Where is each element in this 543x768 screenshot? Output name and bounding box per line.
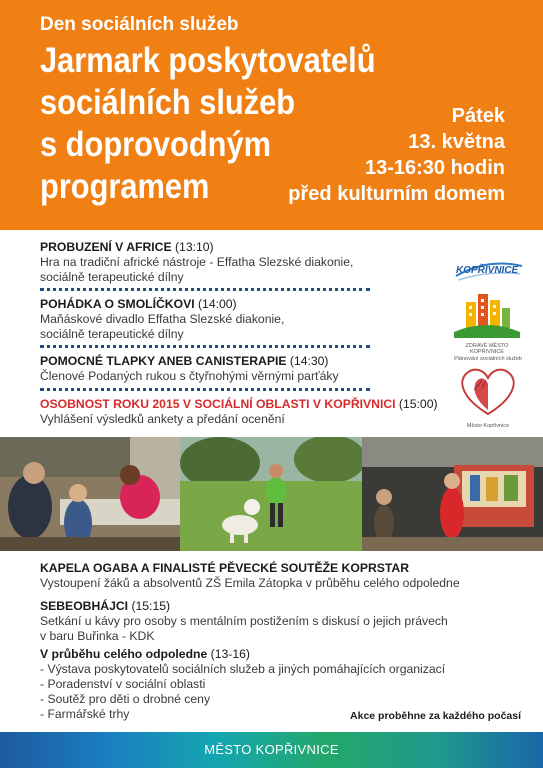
zdrave-mesto-text: ZDRAVÉ MĚSTO KOPŘIVNICE: [465, 343, 509, 355]
self-advocates-section: [40, 599, 510, 644]
program-line: Členové Podaných rukou s čtyřnohými věrnými parťáky: [40, 369, 339, 383]
program-item-africa: [40, 240, 460, 285]
zdrave-mesto-buildings-icon: [452, 292, 522, 338]
date-line: 13-16:30 hodin: [364, 157, 505, 179]
program-item-smolicek: [40, 297, 460, 342]
program-title: [40, 354, 460, 369]
afternoon-item: - Výstava poskytovatelů sociálních služeb a jiných pomáhajících organizací: [40, 662, 446, 676]
program-title-text: OSOBNOST ROKU 2015 V SOCIÁLNÍ OBLASTI V KOPŘIVNICI: [40, 397, 396, 411]
program-title-text: PROBUZENÍ V AFRICE: [40, 240, 172, 254]
program-title: [40, 397, 480, 412]
header-banner: [0, 0, 543, 230]
date-line: Pátek: [451, 105, 505, 127]
photo-fair-stand: [0, 437, 180, 551]
weather-note: Akce proběhne za každého počasí: [350, 710, 521, 722]
program-line: sociálně terapeutické dílny: [40, 270, 184, 284]
footer-label: MĚSTO KOPŘIVNICE: [204, 742, 339, 757]
program-time: (13:10): [174, 240, 214, 254]
afternoon-item: - Poradenství v sociální oblasti: [40, 677, 206, 691]
program-line: sociálně terapeutické dílny: [40, 327, 184, 341]
band-title: KAPELA OGABA A FINALISTÉ PĚVECKÉ SOUTĚŽE KOPRSTAR: [40, 561, 410, 575]
title-line: Jarmark poskytovatelů: [40, 41, 376, 80]
afternoon-item: - Farmářské trhy: [40, 707, 130, 721]
planovani-logo-bottom: Město Kopřivnice: [466, 423, 510, 429]
self-advocates-title: [40, 599, 510, 614]
afternoon-time: (13-16): [210, 647, 250, 661]
afternoon-item: - Soutěž pro děti o drobné ceny: [40, 692, 211, 706]
title-line: s doprovodným: [40, 125, 272, 164]
puppet-show-photo: [362, 437, 543, 551]
event-date-time: [288, 103, 505, 207]
event-kicker: Den sociálních služeb: [40, 14, 239, 35]
title-line: programem: [40, 167, 210, 206]
program-time: (14:00): [198, 297, 237, 311]
afternoon-title: [40, 647, 510, 662]
photo-puppet-show: [362, 437, 543, 551]
planovani-logo: [452, 356, 524, 432]
koprivnice-logo-text: KOPŘIVNICE: [456, 265, 519, 276]
fair-stand-photo: [0, 437, 180, 551]
program-time: (15:00): [398, 397, 438, 411]
self-advocates-time: (15:15): [131, 599, 171, 613]
koprivnice-logo: [450, 256, 526, 286]
title-line: sociálních služeb: [40, 83, 296, 122]
program-line: Hra na tradiční africké nástroje - Effatha Slezské diakonie,: [40, 255, 354, 269]
band-section: [40, 561, 510, 591]
program-title: [40, 297, 460, 312]
self-advocates-line: Setkání u kávy pro osoby s mentálním postižením s diskusí o jejich právech: [40, 614, 448, 628]
dog-therapy-photo: [180, 437, 362, 551]
band-text: Vystoupení žáků a absolventů ZŠ Emila Zátopka v průběhu celého odpoledne: [40, 576, 460, 590]
footer-bar: [0, 732, 543, 768]
dotted-divider: [40, 388, 370, 391]
photo-dog-therapy: [180, 437, 362, 551]
program-line: Vyhlášení výsledků ankety a předání ocenění: [40, 412, 285, 426]
photo-strip: [0, 437, 543, 551]
planovani-logo-top: Plánování sociálních služeb: [454, 356, 522, 362]
program-title-text: POHÁDKA O SMOLÍČKOVI: [40, 297, 195, 311]
program-line: Maňáskové divadlo Effatha Slezské diakonie,: [40, 312, 285, 326]
heart-hands-icon: [452, 362, 524, 418]
dotted-divider: [40, 345, 370, 348]
program-time: (14:30): [289, 354, 329, 368]
date-line: 13. května: [408, 131, 505, 153]
zdrave-mesto-logo: [452, 292, 522, 355]
dotted-divider: [40, 288, 370, 291]
self-advocates-line: v baru Buřinka - KDK: [40, 629, 155, 643]
program-item-award: [40, 397, 480, 427]
program-item-canisterapie: [40, 354, 460, 384]
afternoon-title-text: V průběhu celého odpoledne: [40, 647, 208, 661]
program-title: [40, 240, 460, 255]
self-advocates-title-text: SEBEOBHÁJCI: [40, 599, 129, 613]
program-title-text: POMOCNÉ TLAPKY ANEB CANISTERAPIE: [40, 354, 287, 368]
date-line: před kulturním domem: [288, 183, 505, 205]
